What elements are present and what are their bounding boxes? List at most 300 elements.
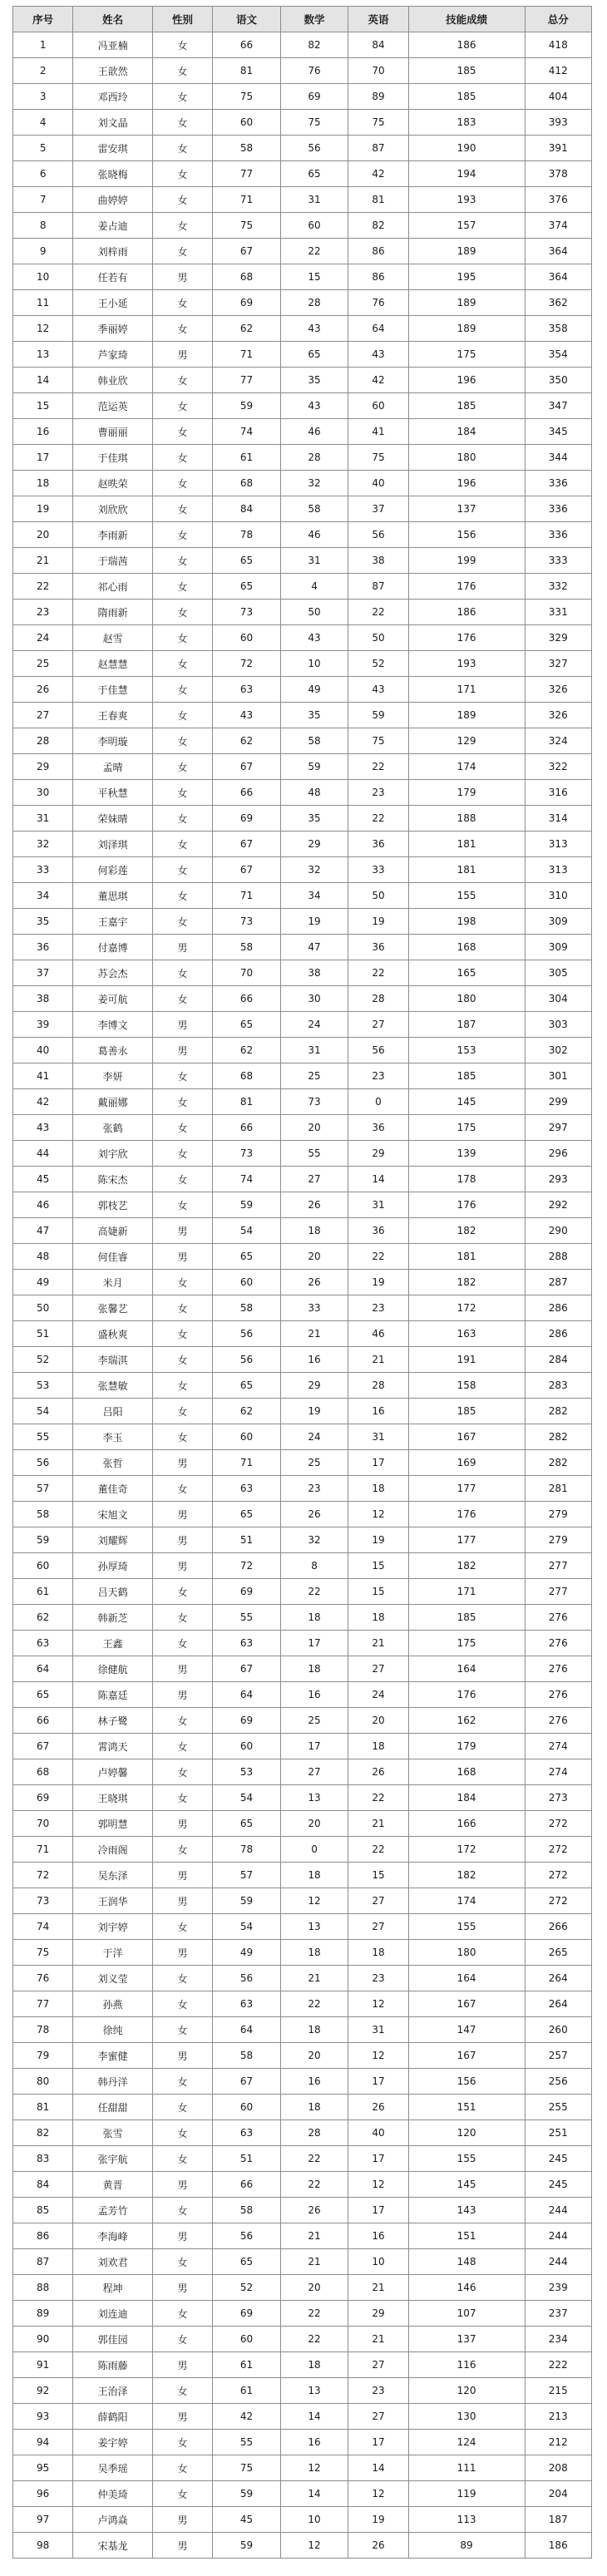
cell-skill-score: 166 xyxy=(408,1811,525,1837)
cell-gender: 男 xyxy=(152,1888,212,1914)
cell-english: 19 xyxy=(348,909,408,935)
cell-name: 陈雨藤 xyxy=(73,2352,153,2378)
cell-chinese: 57 xyxy=(213,1863,281,1888)
cell-seq: 13 xyxy=(13,342,73,368)
cell-gender: 女 xyxy=(152,1063,212,1089)
cell-skill-score: 172 xyxy=(408,1295,525,1321)
table-row xyxy=(13,1759,592,1785)
table-row xyxy=(13,1682,592,1708)
cell-total-score: 244 xyxy=(525,2249,591,2275)
cell-math: 20 xyxy=(280,1244,348,1270)
cell-name: 葛善永 xyxy=(73,1038,153,1063)
cell-skill-score: 151 xyxy=(408,2223,525,2249)
cell-skill-score: 167 xyxy=(408,1991,525,2017)
cell-skill-score: 177 xyxy=(408,1527,525,1553)
cell-chinese: 45 xyxy=(213,2507,281,2533)
cell-chinese: 63 xyxy=(213,2120,281,2146)
cell-skill-score: 168 xyxy=(408,1759,525,1785)
cell-english: 23 xyxy=(348,1966,408,1991)
cell-name: 张慧敏 xyxy=(73,1373,153,1399)
cell-english: 17 xyxy=(348,2069,408,2095)
cell-math: 32 xyxy=(280,471,348,496)
cell-name: 李海峰 xyxy=(73,2223,153,2249)
cell-name: 霄鸿天 xyxy=(73,1734,153,1759)
cell-total-score: 418 xyxy=(525,32,591,58)
cell-skill-score: 129 xyxy=(408,728,525,754)
cell-total-score: 186 xyxy=(525,2533,591,2559)
cell-math: 19 xyxy=(280,1399,348,1424)
cell-gender: 女 xyxy=(152,1631,212,1656)
table-row xyxy=(13,2172,592,2198)
cell-total-score: 272 xyxy=(525,1811,591,1837)
cell-skill-score: 120 xyxy=(408,2378,525,2404)
table-row xyxy=(13,2481,592,2507)
cell-name: 宋基龙 xyxy=(73,2533,153,2559)
cell-math: 26 xyxy=(280,2198,348,2223)
cell-skill-score: 175 xyxy=(408,1631,525,1656)
cell-total-score: 264 xyxy=(525,1991,591,2017)
cell-name: 吕天鹤 xyxy=(73,1579,153,1605)
cell-total-score: 329 xyxy=(525,625,591,651)
cell-english: 87 xyxy=(348,574,408,600)
cell-seq: 96 xyxy=(13,2481,73,2507)
cell-gender: 女 xyxy=(152,574,212,600)
cell-math: 34 xyxy=(280,883,348,909)
cell-seq: 53 xyxy=(13,1373,73,1399)
cell-total-score: 358 xyxy=(525,316,591,342)
cell-math: 46 xyxy=(280,522,348,548)
cell-gender: 女 xyxy=(152,986,212,1012)
header-math: 数学 xyxy=(280,7,348,32)
cell-chinese: 81 xyxy=(213,1089,281,1115)
cell-english: 31 xyxy=(348,2017,408,2043)
table-row xyxy=(13,1579,592,1605)
table-row xyxy=(13,960,592,986)
cell-chinese: 75 xyxy=(213,84,281,110)
cell-skill-score: 155 xyxy=(408,2146,525,2172)
cell-math: 12 xyxy=(280,1888,348,1914)
cell-seq: 6 xyxy=(13,161,73,187)
cell-total-score: 234 xyxy=(525,2327,591,2352)
cell-math: 13 xyxy=(280,2378,348,2404)
cell-chinese: 67 xyxy=(213,1656,281,1682)
cell-chinese: 55 xyxy=(213,2430,281,2455)
cell-seq: 19 xyxy=(13,496,73,522)
table-row xyxy=(13,2249,592,2275)
table-row xyxy=(13,1966,592,1991)
cell-seq: 39 xyxy=(13,1012,73,1038)
cell-math: 21 xyxy=(280,1966,348,1991)
cell-total-score: 364 xyxy=(525,264,591,290)
table-row xyxy=(13,703,592,728)
cell-math: 32 xyxy=(280,1527,348,1553)
cell-gender: 女 xyxy=(152,1785,212,1811)
table-row xyxy=(13,84,592,110)
cell-gender: 男 xyxy=(152,1863,212,1888)
cell-gender: 女 xyxy=(152,445,212,471)
cell-name: 刘泽琪 xyxy=(73,832,153,857)
cell-name: 米月 xyxy=(73,1270,153,1295)
cell-seq: 28 xyxy=(13,728,73,754)
cell-chinese: 59 xyxy=(213,1888,281,1914)
cell-seq: 51 xyxy=(13,1321,73,1347)
cell-english: 21 xyxy=(348,1631,408,1656)
cell-name: 于洋 xyxy=(73,1940,153,1966)
cell-chinese: 67 xyxy=(213,2069,281,2095)
cell-english: 21 xyxy=(348,1811,408,1837)
cell-name: 冷雨阁 xyxy=(73,1837,153,1863)
cell-english: 21 xyxy=(348,1347,408,1373)
cell-chinese: 71 xyxy=(213,883,281,909)
cell-chinese: 66 xyxy=(213,32,281,58)
cell-seq: 7 xyxy=(13,187,73,213)
cell-total-score: 239 xyxy=(525,2275,591,2301)
cell-english: 22 xyxy=(348,754,408,780)
cell-math: 16 xyxy=(280,1347,348,1373)
table-row xyxy=(13,1527,592,1553)
cell-math: 22 xyxy=(280,239,348,264)
cell-name: 吴季瑶 xyxy=(73,2455,153,2481)
cell-chinese: 60 xyxy=(213,1270,281,1295)
cell-name: 平秋慧 xyxy=(73,780,153,806)
cell-skill-score: 176 xyxy=(408,1502,525,1527)
cell-name: 范运英 xyxy=(73,393,153,419)
cell-chinese: 60 xyxy=(213,1734,281,1759)
cell-chinese: 66 xyxy=(213,1115,281,1141)
cell-skill-score: 111 xyxy=(408,2455,525,2481)
cell-english: 43 xyxy=(348,342,408,368)
table-row xyxy=(13,136,592,161)
table-row xyxy=(13,522,592,548)
cell-total-score: 276 xyxy=(525,1605,591,1631)
cell-math: 16 xyxy=(280,2430,348,2455)
cell-skill-score: 188 xyxy=(408,806,525,832)
cell-name: 孙厚琦 xyxy=(73,1553,153,1579)
cell-gender: 女 xyxy=(152,2069,212,2095)
cell-chinese: 70 xyxy=(213,960,281,986)
cell-chinese: 67 xyxy=(213,832,281,857)
cell-gender: 女 xyxy=(152,393,212,419)
cell-chinese: 59 xyxy=(213,2481,281,2507)
cell-skill-score: 176 xyxy=(408,1192,525,1218)
cell-gender: 女 xyxy=(152,960,212,986)
cell-skill-score: 181 xyxy=(408,832,525,857)
cell-chinese: 67 xyxy=(213,754,281,780)
cell-chinese: 65 xyxy=(213,574,281,600)
cell-chinese: 68 xyxy=(213,264,281,290)
cell-english: 33 xyxy=(348,857,408,883)
cell-chinese: 62 xyxy=(213,1399,281,1424)
table-row xyxy=(13,1012,592,1038)
cell-english: 12 xyxy=(348,2481,408,2507)
cell-gender: 女 xyxy=(152,1321,212,1347)
cell-total-score: 274 xyxy=(525,1759,591,1785)
table-row xyxy=(13,445,592,471)
cell-total-score: 282 xyxy=(525,1399,591,1424)
table-row xyxy=(13,1553,592,1579)
cell-name: 郭佳园 xyxy=(73,2327,153,2352)
cell-name: 王晓琪 xyxy=(73,1785,153,1811)
cell-seq: 74 xyxy=(13,1914,73,1940)
table-row xyxy=(13,1321,592,1347)
cell-chinese: 63 xyxy=(213,1631,281,1656)
cell-english: 22 xyxy=(348,960,408,986)
cell-skill-score: 185 xyxy=(408,1063,525,1089)
cell-seq: 76 xyxy=(13,1966,73,1991)
cell-math: 12 xyxy=(280,2455,348,2481)
cell-english: 17 xyxy=(348,1450,408,1476)
cell-skill-score: 157 xyxy=(408,213,525,239)
cell-english: 27 xyxy=(348,1012,408,1038)
cell-seq: 58 xyxy=(13,1502,73,1527)
cell-english: 14 xyxy=(348,2455,408,2481)
cell-skill-score: 167 xyxy=(408,1424,525,1450)
cell-math: 26 xyxy=(280,1192,348,1218)
cell-seq: 70 xyxy=(13,1811,73,1837)
cell-chinese: 75 xyxy=(213,2455,281,2481)
cell-chinese: 71 xyxy=(213,1450,281,1476)
cell-total-score: 362 xyxy=(525,290,591,316)
cell-total-score: 313 xyxy=(525,857,591,883)
cell-total-score: 212 xyxy=(525,2430,591,2455)
cell-total-score: 279 xyxy=(525,1502,591,1527)
cell-skill-score: 176 xyxy=(408,625,525,651)
cell-gender: 女 xyxy=(152,187,212,213)
cell-chinese: 77 xyxy=(213,368,281,393)
cell-skill-score: 172 xyxy=(408,1837,525,1863)
table-row xyxy=(13,2327,592,2352)
cell-gender: 女 xyxy=(152,2327,212,2352)
cell-total-score: 279 xyxy=(525,1527,591,1553)
cell-chinese: 74 xyxy=(213,1167,281,1192)
cell-chinese: 67 xyxy=(213,239,281,264)
cell-total-score: 393 xyxy=(525,110,591,136)
cell-gender: 女 xyxy=(152,1270,212,1295)
cell-name: 刘欣欣 xyxy=(73,496,153,522)
cell-total-score: 276 xyxy=(525,1708,591,1734)
cell-skill-score: 180 xyxy=(408,1940,525,1966)
cell-chinese: 66 xyxy=(213,986,281,1012)
cell-skill-score: 182 xyxy=(408,1270,525,1295)
cell-math: 55 xyxy=(280,1141,348,1167)
cell-math: 65 xyxy=(280,342,348,368)
cell-math: 15 xyxy=(280,264,348,290)
cell-gender: 女 xyxy=(152,496,212,522)
cell-chinese: 59 xyxy=(213,393,281,419)
cell-english: 17 xyxy=(348,2430,408,2455)
cell-total-score: 286 xyxy=(525,1321,591,1347)
cell-total-score: 376 xyxy=(525,187,591,213)
cell-math: 14 xyxy=(280,2481,348,2507)
cell-skill-score: 185 xyxy=(408,84,525,110)
cell-gender: 男 xyxy=(152,2223,212,2249)
cell-skill-score: 186 xyxy=(408,32,525,58)
cell-total-score: 208 xyxy=(525,2455,591,2481)
table-row xyxy=(13,471,592,496)
cell-skill-score: 189 xyxy=(408,316,525,342)
cell-chinese: 65 xyxy=(213,1012,281,1038)
cell-name: 张宇航 xyxy=(73,2146,153,2172)
cell-math: 21 xyxy=(280,2249,348,2275)
cell-total-score: 310 xyxy=(525,883,591,909)
cell-skill-score: 169 xyxy=(408,1450,525,1476)
cell-math: 23 xyxy=(280,1476,348,1502)
cell-skill-score: 162 xyxy=(408,1708,525,1734)
cell-english: 41 xyxy=(348,419,408,445)
cell-total-score: 277 xyxy=(525,1553,591,1579)
cell-name: 任甜甜 xyxy=(73,2095,153,2120)
cell-english: 26 xyxy=(348,2533,408,2559)
cell-math: 27 xyxy=(280,1167,348,1192)
cell-name: 韩业欣 xyxy=(73,368,153,393)
cell-total-score: 290 xyxy=(525,1218,591,1244)
cell-english: 40 xyxy=(348,471,408,496)
cell-gender: 女 xyxy=(152,1424,212,1450)
table-row xyxy=(13,1424,592,1450)
cell-name: 孙燕 xyxy=(73,1991,153,2017)
cell-math: 24 xyxy=(280,1424,348,1450)
table-row xyxy=(13,393,592,419)
table-row xyxy=(13,1347,592,1373)
cell-math: 20 xyxy=(280,2275,348,2301)
cell-chinese: 56 xyxy=(213,1347,281,1373)
table-row xyxy=(13,1063,592,1089)
cell-chinese: 65 xyxy=(213,1373,281,1399)
table-row xyxy=(13,1656,592,1682)
cell-gender: 女 xyxy=(152,1115,212,1141)
cell-seq: 47 xyxy=(13,1218,73,1244)
cell-total-score: 297 xyxy=(525,1115,591,1141)
cell-chinese: 84 xyxy=(213,496,281,522)
cell-gender: 女 xyxy=(152,471,212,496)
cell-english: 31 xyxy=(348,1192,408,1218)
header-skill-score: 技能成绩 xyxy=(408,7,525,32)
cell-seq: 52 xyxy=(13,1347,73,1373)
cell-gender: 女 xyxy=(152,1476,212,1502)
cell-total-score: 305 xyxy=(525,960,591,986)
cell-chinese: 58 xyxy=(213,1295,281,1321)
cell-skill-score: 120 xyxy=(408,2120,525,2146)
cell-total-score: 345 xyxy=(525,419,591,445)
cell-math: 20 xyxy=(280,1811,348,1837)
cell-chinese: 62 xyxy=(213,1038,281,1063)
cell-english: 29 xyxy=(348,1141,408,1167)
cell-chinese: 67 xyxy=(213,857,281,883)
cell-gender: 女 xyxy=(152,1373,212,1399)
cell-total-score: 336 xyxy=(525,522,591,548)
cell-english: 59 xyxy=(348,703,408,728)
cell-seq: 25 xyxy=(13,651,73,677)
cell-chinese: 61 xyxy=(213,2378,281,2404)
cell-name: 仲美琦 xyxy=(73,2481,153,2507)
cell-total-score: 257 xyxy=(525,2043,591,2069)
cell-name: 薛鹤阳 xyxy=(73,2404,153,2430)
table-row xyxy=(13,1167,592,1192)
cell-chinese: 77 xyxy=(213,161,281,187)
cell-english: 29 xyxy=(348,2301,408,2327)
cell-total-score: 292 xyxy=(525,1192,591,1218)
cell-seq: 54 xyxy=(13,1399,73,1424)
cell-name: 季丽婷 xyxy=(73,316,153,342)
cell-seq: 78 xyxy=(13,2017,73,2043)
cell-chinese: 51 xyxy=(213,2146,281,2172)
cell-name: 张晓梅 xyxy=(73,161,153,187)
cell-seq: 62 xyxy=(13,1605,73,1631)
cell-name: 苏会杰 xyxy=(73,960,153,986)
cell-name: 李博文 xyxy=(73,1012,153,1038)
cell-chinese: 60 xyxy=(213,110,281,136)
cell-gender: 男 xyxy=(152,2275,212,2301)
cell-name: 李妍 xyxy=(73,1063,153,1089)
cell-name: 王润华 xyxy=(73,1888,153,1914)
cell-skill-score: 174 xyxy=(408,1888,525,1914)
table-row xyxy=(13,110,592,136)
table-row xyxy=(13,1115,592,1141)
table-row xyxy=(13,290,592,316)
cell-seq: 72 xyxy=(13,1863,73,1888)
cell-seq: 75 xyxy=(13,1940,73,1966)
cell-chinese: 58 xyxy=(213,136,281,161)
cell-gender: 男 xyxy=(152,1450,212,1476)
table-row xyxy=(13,1734,592,1759)
cell-math: 14 xyxy=(280,2404,348,2430)
cell-gender: 男 xyxy=(152,1553,212,1579)
cell-seq: 22 xyxy=(13,574,73,600)
cell-gender: 女 xyxy=(152,1089,212,1115)
table-row xyxy=(13,1373,592,1399)
cell-english: 22 xyxy=(348,1785,408,1811)
cell-total-score: 213 xyxy=(525,2404,591,2430)
cell-math: 29 xyxy=(280,1373,348,1399)
cell-total-score: 274 xyxy=(525,1734,591,1759)
cell-english: 22 xyxy=(348,600,408,625)
cell-english: 27 xyxy=(348,1656,408,1682)
cell-seq: 10 xyxy=(13,264,73,290)
cell-english: 18 xyxy=(348,1476,408,1502)
cell-total-score: 245 xyxy=(525,2172,591,2198)
cell-chinese: 60 xyxy=(213,1424,281,1450)
cell-english: 27 xyxy=(348,1914,408,1940)
cell-english: 42 xyxy=(348,368,408,393)
cell-seq: 44 xyxy=(13,1141,73,1167)
cell-name: 宋旭文 xyxy=(73,1502,153,1527)
cell-math: 26 xyxy=(280,1502,348,1527)
cell-math: 13 xyxy=(280,1785,348,1811)
cell-total-score: 309 xyxy=(525,935,591,960)
cell-name: 付嘉博 xyxy=(73,935,153,960)
cell-skill-score: 146 xyxy=(408,2275,525,2301)
cell-name: 陈嘉廷 xyxy=(73,1682,153,1708)
cell-skill-score: 189 xyxy=(408,290,525,316)
cell-skill-score: 181 xyxy=(408,857,525,883)
cell-chinese: 71 xyxy=(213,342,281,368)
cell-total-score: 222 xyxy=(525,2352,591,2378)
cell-chinese: 62 xyxy=(213,728,281,754)
cell-chinese: 65 xyxy=(213,1502,281,1527)
table-row xyxy=(13,806,592,832)
cell-total-score: 244 xyxy=(525,2198,591,2223)
cell-chinese: 62 xyxy=(213,316,281,342)
cell-english: 52 xyxy=(348,651,408,677)
cell-seq: 9 xyxy=(13,239,73,264)
cell-total-score: 215 xyxy=(525,2378,591,2404)
cell-total-score: 374 xyxy=(525,213,591,239)
cell-total-score: 260 xyxy=(525,2017,591,2043)
cell-gender: 女 xyxy=(152,1734,212,1759)
cell-gender: 女 xyxy=(152,1347,212,1373)
table-row xyxy=(13,1863,592,1888)
cell-total-score: 272 xyxy=(525,1863,591,1888)
